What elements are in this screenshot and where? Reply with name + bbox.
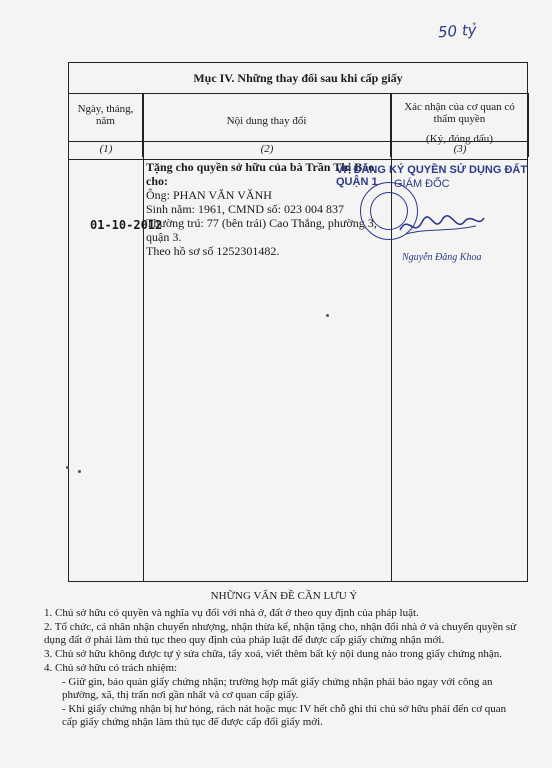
note-item-1: 1. Chủ sở hữu có quyền và nghĩa vụ đối với nhà ở, đất ở theo quy định của pháp luật. [44, 607, 419, 619]
confirming-office: VP ĐĂNG KÝ QUYỀN SỬ DỤNG ĐẤT QUẬN 1 [336, 164, 528, 188]
signature [398, 210, 486, 240]
column-number-1: (1) [99, 143, 113, 155]
note-subitem-2: - Khi giấy chứng nhận bị hư hỏng, rách nát hoặc mục IV hết chỗ ghi thì chủ sở hữu phải đến cơ quan cấp giấy chứng nhận làm thủ tục để được cấp đổi giấy mới. [62, 703, 507, 728]
entry-line-5: Theo hồ sơ số 1252301482. [146, 244, 280, 258]
entry-date: 01-10-2012 [90, 218, 163, 232]
note-item-3: 3. Chủ sở hữu không được tự ý sửa chữa, tẩy xoá, viết thêm bất kỳ nội dung nào trong giấy chứng nhận. [44, 648, 502, 660]
header-confirmation-label: Xác nhận của cơ quan có thẩm quyền [404, 101, 515, 125]
header-date-label: Ngày, tháng, năm [77, 103, 134, 127]
handwritten-note: 50 tỷ [437, 20, 478, 42]
scan-speck [66, 466, 69, 469]
entry-line-1: Tặng cho quyền sở hữu của bà Trần Thị Bảo cho: [146, 160, 375, 188]
header-confirmation-note: (Ký, đóng dấu) [426, 133, 493, 145]
notes-title: NHỮNG VẤN ĐỀ CẦN LƯU Ý [210, 590, 358, 602]
column-divider-1 [143, 93, 144, 581]
column-number-2: (2) [260, 143, 274, 155]
scan-speck [78, 470, 81, 473]
signer-role: GIÁM ĐỐC [394, 178, 450, 190]
section-title: Mục IV. Những thay đổi sau khi cấp giấy [69, 63, 527, 94]
signer-name: Nguyễn Đăng Khoa [402, 252, 482, 263]
column-number-3: (3) [453, 143, 467, 155]
entry-line-3: Sinh năm: 1961, CMND số: 023 004 837 [146, 202, 345, 216]
notes-section [44, 590, 524, 730]
entry-line-2: Ông: PHAN VĂN VĂNH [146, 188, 272, 202]
note-item-4: 4. Chủ sở hữu có trách nhiệm: [44, 662, 178, 674]
note-item-2: 2. Tổ chức, cá nhân nhận chuyển nhượng, nhận thừa kế, nhận tặng cho, nhận đổi nhà ở và chuyển quyền sử dụng đất ở phải làm thủ tục theo quy định của pháp luật để được cấp giấy chứng nhận mới. [44, 621, 517, 646]
note-subitem-1: - Giữ gìn, bảo quản giấy chứng nhận; trường hợp mất giấy chứng nhận phải báo ngay với công an phường, xã, thị trấn nơi gần nhất và cơ quan cấp giấy. [62, 676, 493, 701]
changes-table [68, 62, 528, 582]
number-row-divider [69, 141, 527, 142]
header-content-label: Nội dung thay đổi [226, 115, 307, 127]
entry-line-4: Thường trú: 77 (bên trái) Cao Thắng, phường 3, quận 3. [146, 216, 377, 244]
scan-speck [326, 314, 329, 317]
